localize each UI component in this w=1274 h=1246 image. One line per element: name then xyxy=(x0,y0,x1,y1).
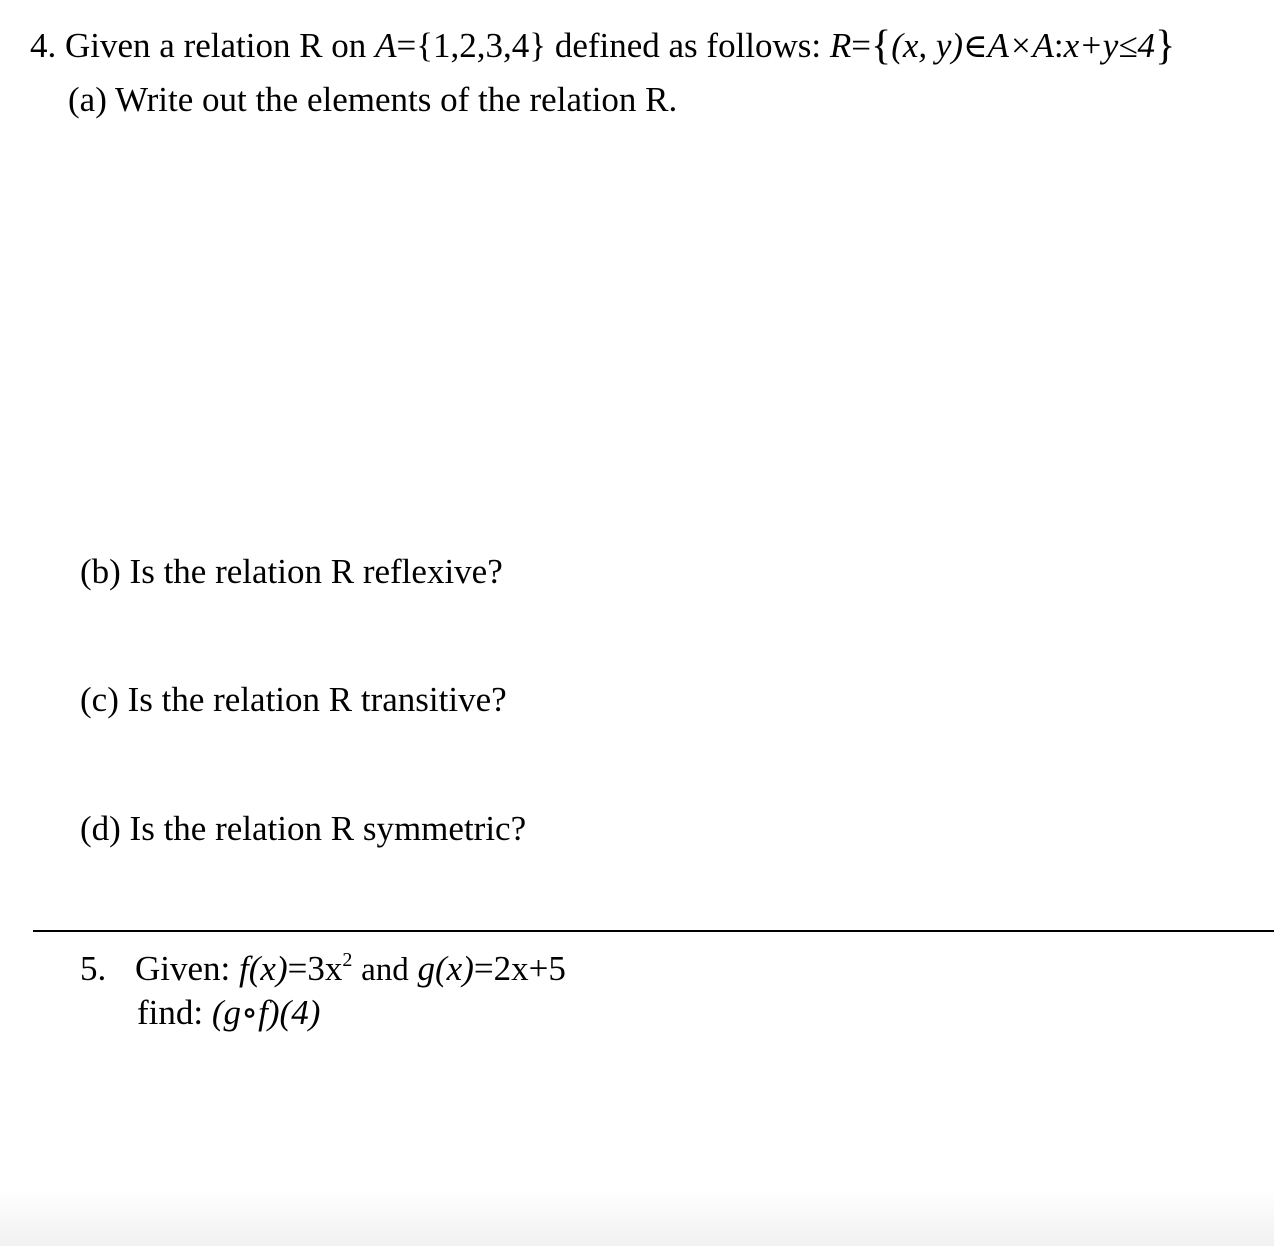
function-g-argument: (x) xyxy=(435,949,474,988)
question-4-part-b: (b) Is the relation R reflexive? xyxy=(80,552,503,591)
question-4-part-a: (a) Write out the elements of the relation R. xyxy=(68,80,678,119)
function-f-exponent: 2 xyxy=(342,949,353,971)
such-that-colon: : xyxy=(1053,26,1064,65)
element-of-symbol: ∈ xyxy=(963,29,988,65)
question-5-find xyxy=(137,993,320,1033)
relation-pair: (x, y) xyxy=(891,26,964,65)
defined-as-text: defined as follows: xyxy=(554,26,830,65)
section-divider xyxy=(33,930,1274,932)
set-variable: A xyxy=(375,26,397,65)
find-label: find: xyxy=(137,993,204,1032)
function-f-argument: (x) xyxy=(248,949,288,988)
and-text: and xyxy=(361,952,409,988)
function-g-definition: =2x+5 xyxy=(473,949,566,988)
question-4-statement xyxy=(30,23,1176,69)
relation-close-brace: } xyxy=(1155,23,1176,69)
function-g-name: g xyxy=(417,949,436,988)
relation-condition: x+y≤4 xyxy=(1063,26,1156,65)
cartesian-product: A×A xyxy=(987,26,1054,65)
set-definition: {1,2,3,4} xyxy=(416,26,547,65)
question-5-number: 5. xyxy=(80,949,107,988)
relation-equals: = xyxy=(851,26,872,65)
question-4-part-d: (d) Is the relation R symmetric? xyxy=(80,809,527,848)
given-label: Given: xyxy=(135,949,231,988)
question-4-prompt: 4. Given a relation R on xyxy=(30,26,376,65)
set-equals: = xyxy=(396,26,417,65)
relation-variable: R xyxy=(829,26,852,65)
composition-expression: (g∘f)(4) xyxy=(211,993,321,1032)
question-5-statement xyxy=(80,940,566,990)
relation-open-brace: { xyxy=(871,23,892,69)
page-bottom-shade xyxy=(0,1190,1274,1246)
question-4-part-c: (c) Is the relation R transitive? xyxy=(80,680,507,719)
function-f-name: f xyxy=(239,949,249,988)
function-f-definition: =3x xyxy=(287,949,343,988)
